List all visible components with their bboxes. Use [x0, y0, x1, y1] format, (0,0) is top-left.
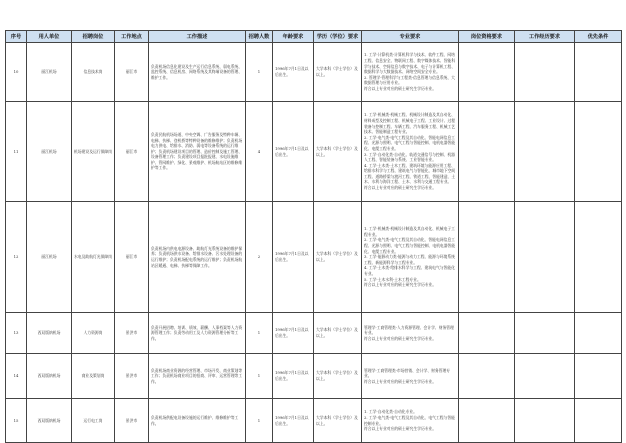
- row-major: [362, 43, 459, 102]
- row-position: 商业及策划岗: [72, 354, 115, 399]
- row-no: 15: [6, 399, 27, 443]
- row-age: 1996年7月1日及以后出生。: [273, 43, 314, 102]
- table-row: [6, 399, 622, 443]
- header-count: 招聘人数: [246, 31, 273, 43]
- row-major: [362, 202, 459, 313]
- row-experience: [515, 43, 575, 102]
- header-employer: 用人单位: [27, 31, 72, 43]
- header-cert: 岗位资格要求: [459, 31, 515, 43]
- header-location: 工作地点: [115, 31, 149, 43]
- row-count: 2: [246, 202, 273, 313]
- row-description: 负责机场内供电电源设备、助航灯光系统设备的维护保养；负责机场供水设备、给排水设备、污水处理设备的运行维护；负责机场配电系统的运行维护；负责机场航站区暖通、电梯、扶梯等保障工作。: [149, 202, 246, 313]
- major-line: 符合以上专业对应的硕士研究生学历专业。: [364, 85, 437, 91]
- row-priority: [575, 102, 622, 202]
- major-line: 符合以上专业对应的硕士研究生学历专业。: [364, 426, 437, 432]
- row-employer: 丽江机场: [27, 43, 72, 102]
- header-major: 专业要求: [362, 31, 459, 43]
- row-location: 景洪市: [115, 313, 149, 354]
- row-age: 1996年7月1日及以后出生。: [273, 399, 314, 443]
- row-cert: [459, 399, 515, 443]
- major-line: 2. 工学-电气类-电气工程及其自动化、电气工程与智能控制专业。: [364, 414, 455, 426]
- row-description: 负责机场信息化建设及生产运行信息系统、弱电系统、监控系统、信息机房、网络系统及其终端设备的管理、维护工作。: [149, 43, 246, 102]
- header-position: 招聘岗位: [72, 31, 115, 43]
- major-line: 符合以上专业对应的硕士研究生学历专业。: [364, 335, 437, 341]
- major-line: 2. 工学-电气类-电气工程及其自动化、智能电网信息工程、光源与照明、电气工程与智能控制、电机电器智能化、电缆工程专业。: [364, 237, 456, 254]
- table-row: [6, 202, 622, 313]
- row-major: [362, 354, 459, 399]
- row-age: 1996年7月1日及以后出生。: [273, 102, 314, 202]
- row-priority: [575, 399, 622, 443]
- row-position: 水电及助航灯光保障岗: [72, 202, 115, 313]
- table-row: [6, 43, 622, 102]
- row-location: 丽江市: [115, 102, 149, 202]
- row-education: 大学本科（学士学位）及以上。: [314, 399, 362, 443]
- row-major: [362, 313, 459, 354]
- table-row: [6, 102, 622, 202]
- row-education: 大学本科（学士学位）及以上。: [314, 43, 362, 102]
- row-description: 负责机场商业资源的经营管理、市场开发、商业策划等工作；负责机场商业项目的招商、评审、运营管理等工作。: [149, 354, 246, 399]
- row-cert: [459, 313, 515, 354]
- row-position: 信息技术岗: [72, 43, 115, 102]
- row-major: [362, 102, 459, 202]
- row-education: 大学本科（学士学位）及以上。: [314, 313, 362, 354]
- table-row: [6, 313, 622, 354]
- row-age: 1996年7月1日及以后出生。: [273, 354, 314, 399]
- major-line: 4. 工学-土木类-给排水科学与工程、建筑电气与智能化专业。: [364, 265, 455, 276]
- header-description: 工作描述: [149, 31, 246, 43]
- major-line: 4. 工学-土木类-土木工程、建筑环境与能源应用工程、给排水科学与工程、建筑电气与智能化、城市地下空间工程、道路桥梁与渡河工程、铁道工程、智能建造、土木、水利与海洋工程、土木、水利与交通工程专业。: [364, 162, 456, 185]
- major-line: 3. 工学-能源动力类-能源与动力工程、能源与环境系统工程、新能源科学与工程专业。: [364, 254, 455, 265]
- header-row: [6, 31, 622, 43]
- row-employer: 丽江机场: [27, 102, 72, 202]
- row-position: 机场建设及运行保障岗: [72, 102, 115, 202]
- row-location: 景洪市: [115, 399, 149, 443]
- header-priority: 优先条件: [575, 31, 622, 43]
- major-line: 5. 工学-土木水利-土木工程专业。: [364, 276, 421, 282]
- major-line: 1. 工学-自动化类-自动化专业。: [364, 409, 417, 415]
- row-experience: [515, 313, 575, 354]
- row-location: 丽江市: [115, 202, 149, 313]
- major-line: 符合以上专业对应的硕士研究生学历专业。: [364, 378, 437, 384]
- row-priority: [575, 202, 622, 313]
- row-age: 1996年7月1日及以后出生。: [273, 313, 314, 354]
- row-no: 14: [6, 354, 27, 399]
- major-line: 1. 工学-计算机类-计算机科学与技术、软件工程、网络工程、信息安全、物联网工程、数字媒体技术、智能科学与技术、空间信息与数字技术、电子与计算机工程、数据科学与大数据技术、网络空间安全专业。: [364, 52, 456, 75]
- recruitment-table: [5, 30, 622, 443]
- row-cert: [459, 43, 515, 102]
- row-priority: [575, 354, 622, 399]
- header-no: 序号: [6, 31, 27, 43]
- row-age: 1996年7月1日及以后出生。: [273, 202, 314, 313]
- table-row: [6, 354, 622, 399]
- row-cert: [459, 102, 515, 202]
- row-education: 大学本科（学士学位）及以上。: [314, 354, 362, 399]
- row-education: 大学本科（学士学位）及以上。: [314, 102, 362, 202]
- row-no: 10: [6, 43, 27, 102]
- row-employer: 西双版纳机场: [27, 354, 72, 399]
- header-experience: 工作经历要求: [515, 31, 575, 43]
- row-location: 丽江市: [115, 43, 149, 102]
- row-experience: [515, 202, 575, 313]
- row-experience: [515, 102, 575, 202]
- major-line: 2. 工学-电气类-电气工程及其自动化、智能电网信息工程、光源与照明、电气工程与智能控制、电机电器智能化、电缆工程专业。: [364, 134, 456, 151]
- row-no: 13: [6, 313, 27, 354]
- row-count: 1: [246, 43, 273, 102]
- row-count: 1: [246, 399, 273, 443]
- row-major: [362, 399, 459, 443]
- row-count: 1: [246, 354, 273, 399]
- major-line: 符合以上专业对应的硕士研究生学历专业。: [364, 185, 437, 191]
- row-experience: [515, 354, 575, 399]
- row-education: 大学本科（学士学位）及以上。: [314, 202, 362, 313]
- row-description: 负责机场供配电设备设施的运行维护、维修维护等工作。: [149, 399, 246, 443]
- row-no: 11: [6, 102, 27, 202]
- major-line: 1. 工学-机械类-机械工程、机械设计制造及其自动化、材料成型及控制工程、机械电子工程、工业设计、过程装备与控制工程、车辆工程、汽车服务工程、机械工艺技术、智能制造工程专业。: [364, 112, 456, 135]
- header-age: 年龄要求: [273, 31, 314, 43]
- row-count: 1: [246, 313, 273, 354]
- row-position: 运行电工岗: [72, 399, 115, 443]
- row-experience: [515, 399, 575, 443]
- major-line: 符合以上专业对应的硕士研究生学历专业。: [364, 282, 437, 288]
- header-education: 学历（学位）要求: [314, 31, 362, 43]
- major-line: 管理学-工商管理类-市场营销、会计学、财务管理专业。: [364, 367, 451, 379]
- major-line: 管理学-工商管理类-人力资源管理、会计学、财务管理专业。: [364, 324, 454, 336]
- row-cert: [459, 202, 515, 313]
- row-priority: [575, 313, 622, 354]
- row-count: 4: [246, 102, 273, 202]
- row-employer: 西双版纳机场: [27, 399, 72, 443]
- row-no: 12: [6, 202, 27, 313]
- row-description: 负责民航机场场道、中央空调、广告服务及特种车辆、电梯、扶梯、登机桥等特种设备的维修维护；负责机场电力供电、给排水、消防、弱电等设备系统的运行维护；负责机场建设项目的管理、造价控制及施工管理、设备管理工作；负责建设项目报批报建、水电设施维护、管网维护、绿化、景观维护、机场航站区的维修维护等工作。: [149, 102, 246, 202]
- row-cert: [459, 354, 515, 399]
- row-position: 人力资源岗: [72, 313, 115, 354]
- row-priority: [575, 43, 622, 102]
- row-description: 负责开展招聘、培训、绩效、薪酬、人事档案等人力资源管理工作；负责劳动用工及人力资源管理分析等工作。: [149, 313, 246, 354]
- major-line: 1. 工学-机械类-机械设计制造及其自动化、机械电子工程专业。: [364, 226, 455, 237]
- major-line: 3. 工学-自动化类-自动化、轨道交通信号与控制、机器人工程、智能装备与系统、工业智能专业。: [364, 151, 455, 163]
- row-location: 景洪市: [115, 354, 149, 399]
- row-employer: 西双版纳机场: [27, 313, 72, 354]
- row-employer: 丽江机场: [27, 202, 72, 313]
- major-line: 2. 管理学-管理科学与工程类-信息管理与信息系统、大数据管理与应用专业。: [364, 74, 455, 86]
